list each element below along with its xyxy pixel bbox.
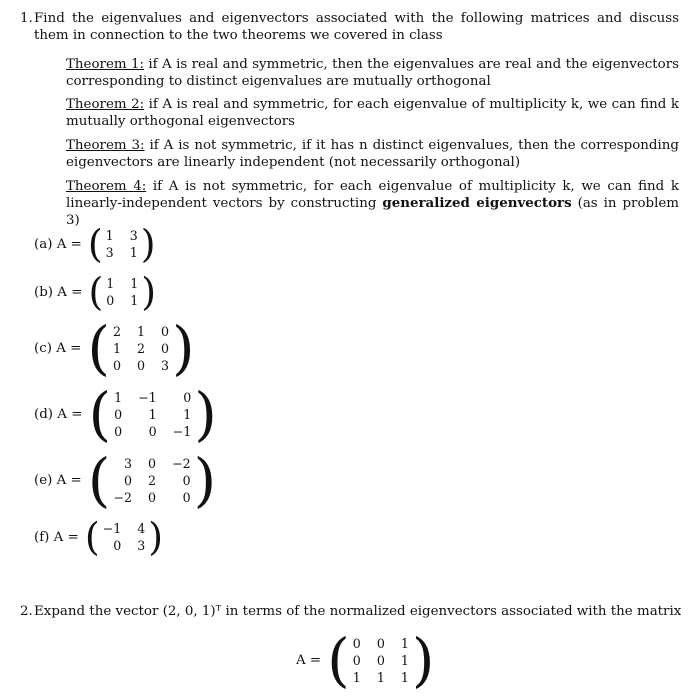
matrix-c-label: (c) A =	[34, 340, 82, 356]
matrix-cell: 3	[137, 538, 146, 553]
theorem-3-text: if A is not symmetric, if it has n distinct eigenvalues, then the corresponding eigenvectors are linearly independent (not necessarily orthogonal)	[66, 138, 679, 170]
left-paren: (	[327, 626, 350, 694]
matrix-e-label: (e) A =	[34, 472, 82, 488]
theorem-4-label: Theorem 4:	[66, 179, 147, 194]
matrix-cell: 0	[113, 538, 122, 553]
matrix-cell: 1	[376, 669, 385, 685]
matrix-cell: −2	[113, 489, 132, 505]
matrix-cell: 0	[148, 455, 157, 471]
matrix-problem-2	[296, 626, 435, 694]
problem-2-text: Expand the vector (2, 0, 1)ᵀ in terms of the normalized eigenvectors associated with the matrix	[34, 604, 682, 619]
theorem-1	[66, 56, 679, 90]
matrix-f-label: (f) A =	[34, 529, 79, 545]
matrix-f	[34, 515, 164, 559]
right-paren: )	[172, 314, 195, 382]
theorem-4	[66, 178, 679, 229]
matrix-cell: 0	[113, 357, 122, 373]
matrix-d-label: (d) A =	[34, 406, 83, 422]
left-paren: (	[88, 380, 112, 448]
matrix-cell: 0	[106, 293, 115, 308]
matrix-cell: 3	[105, 245, 114, 260]
matrix-cell: 3	[129, 228, 138, 243]
matrix-cell: 1	[400, 652, 409, 668]
right-paren: )	[193, 446, 217, 514]
right-paren: )	[141, 270, 157, 314]
theorem-4-bold: generalized eigenvectors	[382, 195, 572, 211]
theorem-3	[66, 137, 679, 171]
matrix-problem-2-entries	[353, 636, 409, 685]
matrix-cell: 1	[113, 340, 122, 356]
matrix-cell: 1	[148, 406, 157, 422]
theorem-1-text: if A is real and symmetric, then the eigenvalues are real and the eigenvectors corresponding to distinct eigenvalues are mutually orthogonal	[66, 57, 680, 89]
theorem-4-text-before: if A is not symmetric, for each eigenvalue of multiplicity k, we can find k linearly-independent vectors by constructing	[66, 179, 679, 211]
theorem-1-label: Theorem 1:	[66, 57, 144, 72]
matrix-cell: 1	[400, 669, 409, 685]
matrix-cell: 0	[114, 423, 123, 439]
matrix-cell: 0	[161, 340, 170, 356]
matrix-c-entries	[113, 324, 169, 373]
right-paren: )	[194, 380, 217, 448]
left-paren: (	[84, 515, 100, 559]
matrix-cell: 0	[376, 652, 385, 668]
matrix-cell: 1	[105, 228, 114, 243]
problem-1-number: 1.	[20, 11, 33, 26]
problem-1-intro: Find the eigenvalues and eigenvectors associated with the following matrices and discuss them in connection to the two theorems we covered in class	[34, 11, 679, 43]
right-paren: )	[411, 626, 435, 694]
matrix-a-label: (a) A =	[34, 236, 82, 252]
matrix-cell: −1	[138, 389, 157, 405]
matrix-cell: 1	[130, 293, 139, 308]
matrix-cell: 3	[161, 357, 170, 373]
matrix-d-entries	[114, 390, 191, 439]
matrix-cell: 1	[129, 245, 138, 260]
right-paren: )	[148, 515, 164, 559]
matrix-a	[34, 222, 156, 266]
matrix-cell: 0	[123, 472, 132, 488]
matrix-cell: 3	[123, 455, 132, 471]
matrix-cell: 0	[161, 323, 170, 339]
matrix-cell: 1	[352, 669, 361, 685]
matrix-cell: 1	[114, 389, 123, 405]
matrix-cell: −2	[172, 455, 191, 471]
matrix-cell: 0	[114, 406, 123, 422]
matrix-cell: 2	[113, 323, 122, 339]
matrix-cell: 4	[137, 521, 146, 536]
matrix-cell: 0	[182, 489, 191, 505]
matrix-cell: −1	[172, 423, 192, 439]
theorem-2-text: if A is real and symmetric, for each eigenvalue of multiplicity k, we can find k mutually orthogonal eigenvectors	[66, 97, 679, 129]
left-paren: (	[87, 314, 110, 382]
matrix-problem-2-label: A =	[296, 652, 322, 668]
matrix-cell: 0	[352, 652, 361, 668]
matrix-b-label: (b) A =	[34, 284, 83, 300]
matrix-f-entries	[103, 521, 146, 553]
matrix-cell: 1	[137, 323, 146, 339]
matrix-c	[34, 314, 195, 382]
matrix-e-entries	[113, 456, 190, 505]
matrix-cell: 0	[376, 635, 385, 651]
matrix-cell: 2	[148, 472, 157, 488]
matrix-d	[34, 380, 217, 448]
matrix-cell: 0	[352, 635, 361, 651]
left-paren: (	[87, 222, 103, 266]
problem-2-number: 2.	[20, 604, 33, 619]
matrix-cell: 0	[183, 389, 192, 405]
matrix-cell: 1	[400, 635, 409, 651]
matrix-cell: 2	[137, 340, 146, 356]
left-paren: (	[88, 270, 104, 314]
matrix-e	[34, 446, 217, 514]
matrix-b	[34, 270, 157, 314]
matrix-cell: 1	[130, 276, 139, 291]
matrix-a-entries	[106, 228, 138, 260]
theorem-2-label: Theorem 2:	[66, 97, 145, 112]
right-paren: )	[140, 222, 156, 266]
matrix-cell: 1	[183, 406, 192, 422]
matrix-b-entries	[106, 276, 138, 308]
left-paren: (	[87, 446, 111, 514]
matrix-cell: −1	[102, 521, 122, 536]
matrix-cell: 0	[148, 489, 157, 505]
matrix-cell: 0	[182, 472, 191, 488]
theorem-2	[66, 96, 679, 130]
theorem-4-text-after: (as in problem 3)	[66, 196, 679, 228]
matrix-cell: 1	[106, 276, 115, 291]
matrix-cell: 0	[148, 423, 157, 439]
matrix-cell: 0	[137, 357, 146, 373]
theorem-3-label: Theorem 3:	[66, 138, 145, 153]
